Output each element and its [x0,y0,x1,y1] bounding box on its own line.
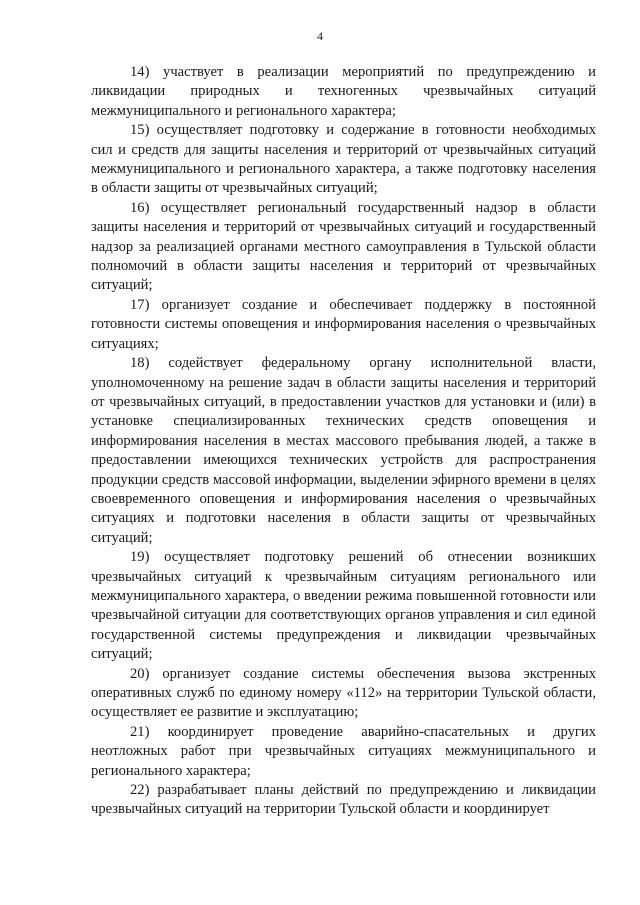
paragraph-18: 18) содействует федеральному органу исполнительной власти, уполномоченному на решение задач в области защиты населения и территорий от чрезвычайных ситуаций, в предоставлении участков для установки и (или) в установке специализированных технических средств оповещения и информирования населения в местах массового пребывания людей, а также в предоставлении имеющихся технических устройств для распространения продукции средств массовой информации, выделении эфирного времени в целях своевременного оповещения и информирования населения о чрезвычайных ситуациях и подготовки населения в области защиты от чрезвычайных ситуаций; [91,355,596,546]
paragraph-17: 17) организует создание и обеспечивает поддержку в постоянной готовности системы оповещения и информирования населения о чрезвычайных ситуациях; [91,296,596,352]
page-number: 4 [317,29,323,43]
paragraph-19: 19) осуществляет подготовку решений об отнесении возникших чрезвычайных ситуаций к чрезвычайным ситуациям регионального или межмуниципального характера, о введении режима повышенной готовности или чрезвычайной ситуации для соответствующих органов управления и сил единой государственной системы предупреждения и ликвидации чрезвычайных ситуаций; [91,549,596,663]
paragraph-15: 15) осуществляет подготовку и содержание в готовности необходимых сил и средств для защиты населения и территорий от чрезвычайных ситуаций межмуниципального и регионального характера, а также подготовку населения в области защиты от чрезвычайных ситуаций; [91,122,596,197]
paragraph-16: 16) осуществляет региональный государственный надзор в области защиты населения и территорий от чрезвычайных ситуаций и государственный надзор за реализацией органами местного самоуправления в Тульской области полномочий в области защиты населения и территорий от чрезвычайных ситуаций; [91,199,596,294]
paragraph-22: 22) разрабатывает планы действий по предупреждению и ликвидации чрезвычайных ситуаций на территории Тульской области и координирует [91,782,596,818]
document-body [91,63,596,820]
paragraph-20: 20) организует создание системы обеспечения вызова экстренных оперативных служб по единому номеру «112» на территории Тульской области, осуществляет ее развитие и эксплуатацию; [91,665,596,721]
paragraph-21: 21) координирует проведение аварийно-спасательных и других неотложных работ при чрезвычайных ситуациях межмуниципального и регионального характера; [91,723,596,779]
paragraph-14: 14) участвует в реализации мероприятий по предупреждению и ликвидации природных и техногенных чрезвычайных ситуаций межмуниципального и регионального характера; [91,64,596,119]
